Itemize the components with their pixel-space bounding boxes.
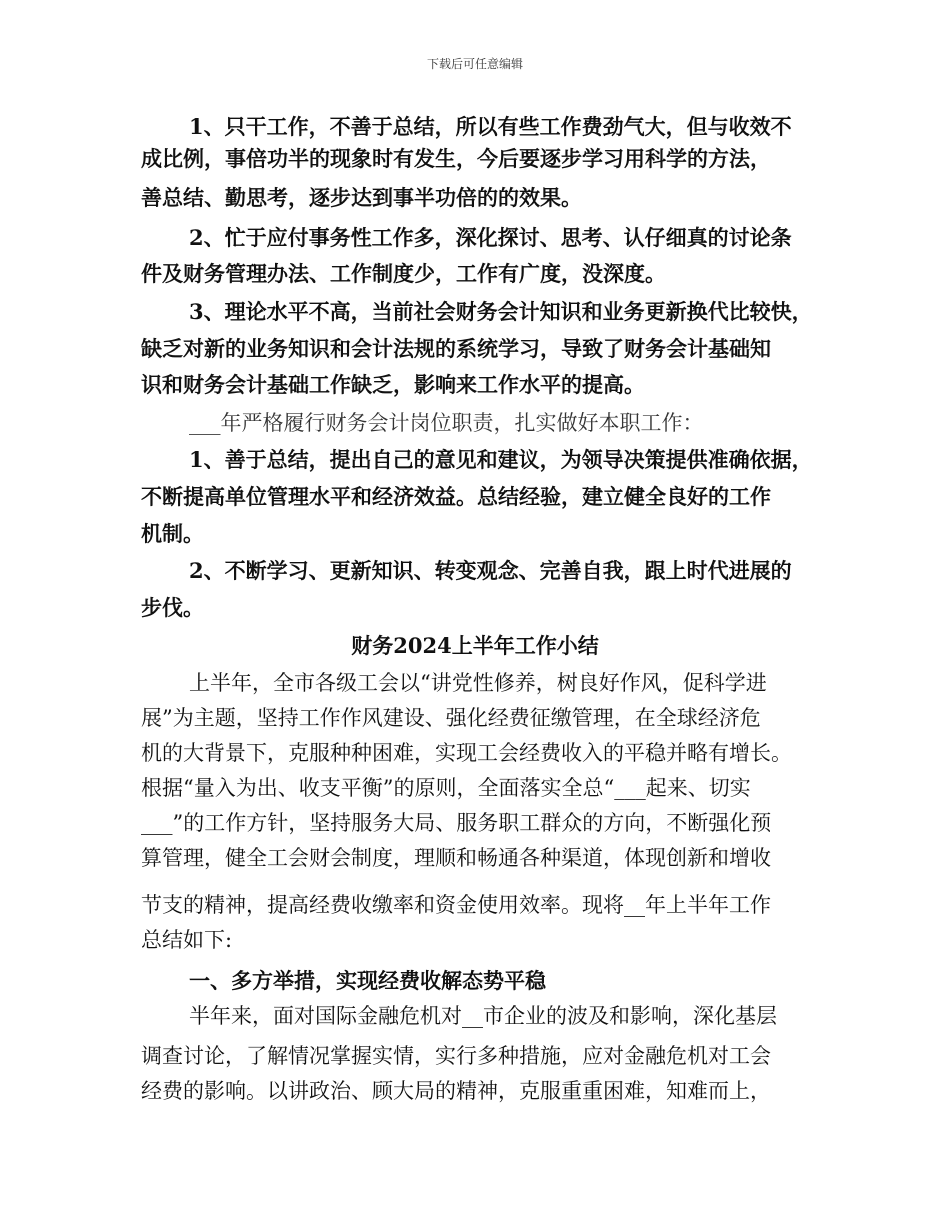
problem-2-line-2: 件及财务管理办法、工作制度少，工作有广度，没深度。 <box>141 261 666 286</box>
body-line-3: 经费的影响。以讲政治、顾大局的精神，克服重重困难，知难而上， <box>141 1079 771 1103</box>
intro-line-8: 总结如下: <box>141 928 233 952</box>
problem-2-line-1: 2、忙于应付事务性工作多，深化探讨、思考、认仔细真的讨论条 <box>189 225 792 250</box>
document-title: 财务2024上半年工作小结 <box>351 633 599 658</box>
problem-3-line-3: 识和财务会计基础工作缺乏，影响来工作水平的提高。 <box>141 372 645 397</box>
intro-line-4: 根据“量入为出、收支平衡”的原则，全面落实全总“___起来、切实 <box>141 776 751 800</box>
plan-intro: ___年严格履行财务会计岗位职责，扎实做好本职工作： <box>189 411 704 435</box>
section-heading-1: 一、多方举措，实现经费收解态势平稳 <box>189 968 546 993</box>
plan-1-line-3: 机制。 <box>141 521 204 546</box>
plan-2-line-1: 2、不断学习、更新知识、转变观念、完善自我，跟上时代进展的 <box>189 558 792 583</box>
plan-1-line-2: 不断提高单位管理水平和经济效益。总结经验，建立健全良好的工作 <box>141 484 771 509</box>
problem-3-line-2: 缺乏对新的业务知识和会计法规的系统学习，导致了财务会计基础知 <box>141 336 771 361</box>
intro-line-2: 展”为主题，坚持工作作风建设、强化经费征缴管理，在全球经济危 <box>141 706 761 730</box>
body-line-2: 调查讨论，了解情况掌握实情，实行多种措施，应对金融危机对工会 <box>141 1044 771 1068</box>
plan-2-line-2: 步伐。 <box>141 595 204 620</box>
problem-1-line-2: 成比例，事倍功半的现象时有发生，今后要逐步学习用科学的方法， <box>141 146 771 171</box>
intro-line-3: 机的大背景下，克服种种困难，实现工会经费收入的平稳并略有增长。 <box>141 741 792 765</box>
intro-line-5: ___”的工作方针，坚持服务大局、服务职工群众的方向，不断强化预 <box>141 811 772 835</box>
problem-1-line-1: 1、只干工作，不善于总结，所以有些工作费劲气大，但与收效不 <box>189 114 792 139</box>
intro-line-7: 节支的精神，提高经费收缴率和资金使用效率。现将__年上半年工作 <box>141 893 771 917</box>
page-header: 下载后可任意编辑 <box>426 57 523 71</box>
intro-line-6: 算管理，健全工会财会制度，理顺和畅通各种渠道，体现创新和增收 <box>141 846 771 870</box>
problem-3-line-1: 3、理论水平不高，当前社会财务会计知识和业务更新换代比较快， <box>189 299 813 324</box>
problem-1-line-3: 善总结、勤思考，逐步达到事半功倍的的效果。 <box>141 185 582 210</box>
intro-line-1: 上半年，全市各级工会以“讲党性修养，树良好作风，促科学进 <box>189 671 767 695</box>
body-line-1: 半年来，面对国际金融危机对__市企业的波及和影响，深化基层 <box>189 1004 777 1028</box>
plan-1-line-1: 1、善于总结，提出自己的意见和建议，为领导决策提供准确依据， <box>189 447 813 472</box>
